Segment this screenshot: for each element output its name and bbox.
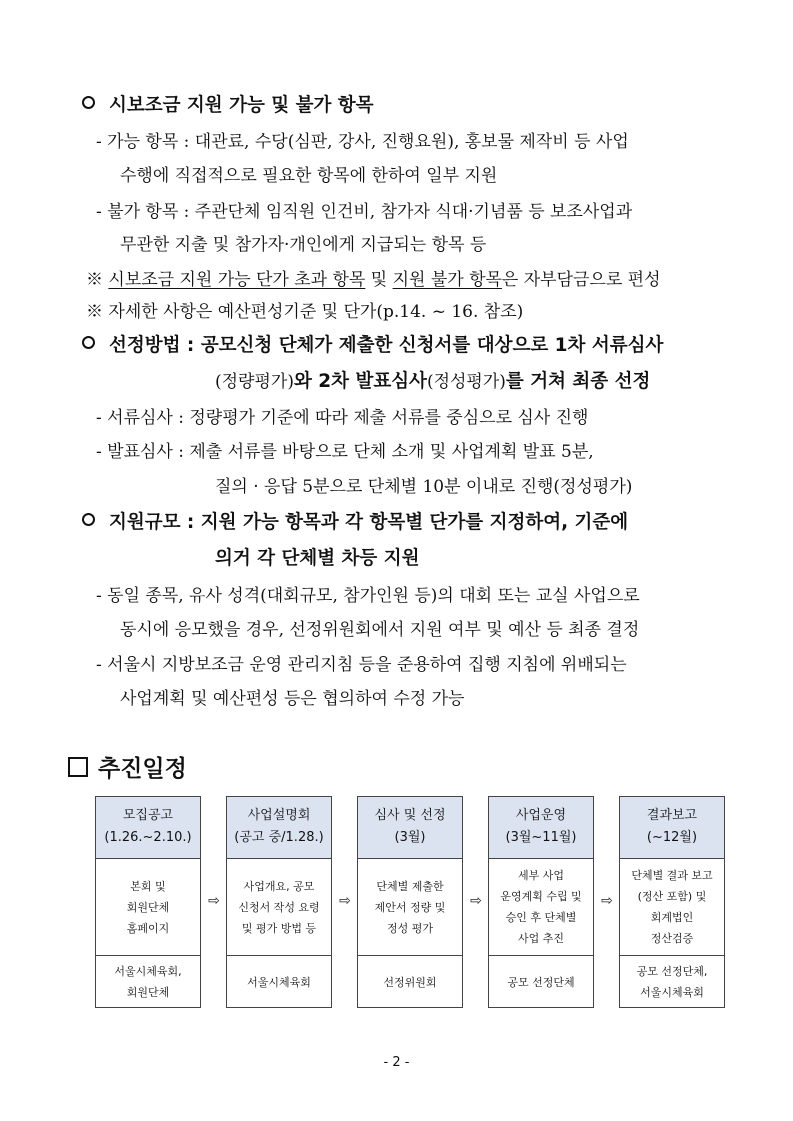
step-body: 본회 및 회원단체 홈페이지 [96,859,200,956]
reference-mark: ※ [86,270,103,290]
step-body: 단체별 결과 보고 (정산 포함) 및 회계법인 정산검증 [620,859,724,956]
step-body: 단체별 제출한 제안서 정량 및 정성 평가 [358,859,462,956]
step-header: 심사 및 선정 (3월) [358,797,462,859]
arrow-right-icon: ⇨ [470,893,482,909]
circle-bullet-icon [82,513,95,526]
section-heading-support-items: 시보조금 지원 가능 및 불가 항목 [82,94,374,118]
circle-bullet-icon [82,336,95,349]
step-footer: 공모 선정단체 [507,975,575,989]
arrow-right-icon: ⇨ [601,893,613,909]
schedule-step-briefing [226,796,332,1008]
step-footer: 서울시체육회, 회원단체 [114,965,182,999]
reference-mark: ※ [86,302,103,322]
step-header: 모집공고 (1.26.~2.10.) [96,797,200,859]
arrow-right-icon: ⇨ [339,893,351,909]
step-header: 사업설명회 (공고 중/1.28.) [227,797,331,859]
schedule-step-review [357,796,463,1008]
text-line: 의거 각 단체별 차등 지원 [215,548,420,569]
text-line: 무관한 지출 및 참가자·개인에게 지급되는 항목 등 [120,235,487,255]
note-line: ※ 자세한 사항은 예산편성기준 및 단가(p.14. ~ 16. 참조) [86,302,524,322]
schedule-heading: 추진일정 [68,750,187,783]
text-line: - 가능 항목 : 대관료, 수당(심판, 강사, 진행요원), 홍보물 제작비 등 사업 [96,132,629,152]
step-body: 사업개요, 공모 신청서 작성 요령 및 평가 방법 등 [227,859,331,956]
step-footer: 선정위원회 [383,975,437,989]
text-line: 수행에 직접적으로 필요한 항목에 한하여 일부 지원 [120,166,498,186]
text-line: - 발표심사 : 제출 서류를 바탕으로 단체 소개 및 사업계획 발표 5분, [96,442,594,462]
page-number: - 2 - [383,1055,410,1070]
text-line: 사업계획 및 예산편성 등은 협의하여 수정 가능 [120,689,465,709]
text-line: 동시에 응모했을 경우, 선정위원회에서 지원 여부 및 예산 등 최종 결정 [120,620,640,640]
section-heading-selection: 선정방법 : 공모신청 단체가 제출한 신청서를 대상으로 1차 서류심사 [82,334,663,358]
section-heading-support-scale: 지원규모 : 지원 가능 항목과 각 항목별 단가를 지정하여, 기준에 [82,511,628,535]
text-line: - 동일 종목, 유사 성격(대회규모, 참가인원 등)의 대회 또는 교실 사업으로 [96,586,640,606]
step-footer: 공모 선정단체, 서울시체육회 [636,965,708,999]
note-line: ※ 시보조금 지원 가능 단가 초과 항목 및 지원 불가 항목은 자부담금으로 편성 [86,270,661,290]
circle-bullet-icon [82,96,95,109]
text-line: 질의 · 응답 5분으로 단체별 10분 이내로 진행(정성평가) [215,477,633,497]
square-bullet-icon [68,757,88,777]
schedule-step-operation [488,796,594,1008]
underlined-text: 지원 불가 항목 [392,270,502,290]
step-footer: 서울시체육회 [247,975,311,989]
text-line: - 서울시 지방보조금 운영 관리지침 등을 준용하여 집행 지침에 위배되는 [96,655,627,675]
schedule-step-recruitment [95,796,201,1008]
text-line: - 불가 항목 : 주관단체 임직원 인건비, 참가자 식대·기념품 등 보조사업과 [96,202,633,222]
step-header: 결과보고 (~12월) [620,797,724,859]
arrow-right-icon: ⇨ [208,893,220,909]
schedule-step-report [619,796,725,1008]
underlined-text: 시보조금 지원 가능 단가 초과 항목 [108,270,366,290]
text-line: (정량평가)와 2차 발표심사(정성평가)를 거쳐 최종 선정 [215,371,651,392]
step-header: 사업운영 (3월~11월) [489,797,593,859]
step-body: 세부 사업 운영계획 수립 및 승인 후 단체별 사업 추진 [489,859,593,956]
text-line: - 서류심사 : 정량평가 기준에 따라 제출 서류를 중심으로 심사 진행 [96,408,589,428]
